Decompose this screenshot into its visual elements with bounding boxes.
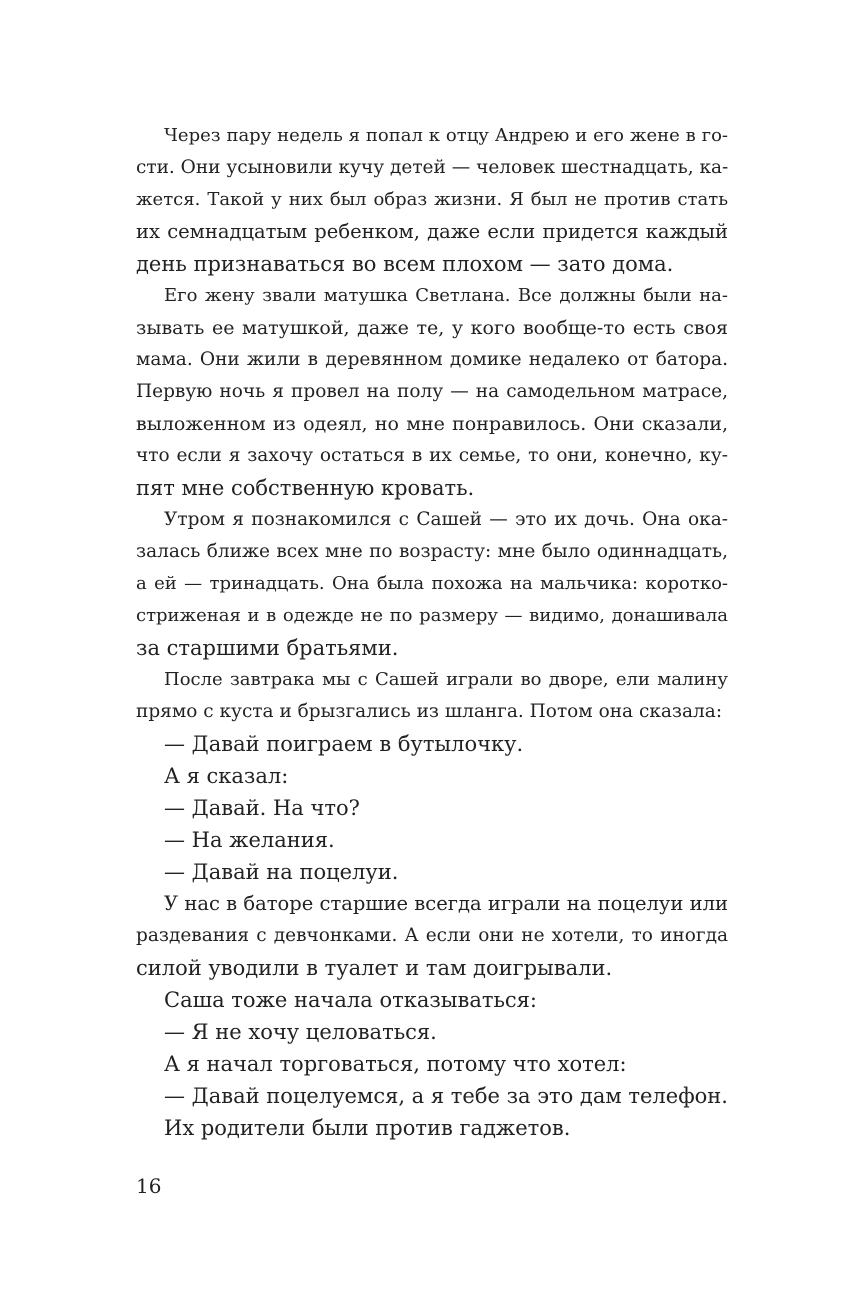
text-line: силой уводили в туалет и там доигрывали.	[136, 956, 613, 980]
text-line: А я сказал:	[164, 764, 289, 788]
text-line: пят мне собственную кровать.	[136, 476, 475, 500]
text-line: мама. Они жили в деревянном домике недалеко от батора.	[136, 349, 728, 370]
text-line: После завтрака мы с Сашей играли во дворе, ели малину	[164, 669, 728, 690]
text-line: прямо с куста и брызгались из шланга. Потом она сказала:	[136, 701, 723, 722]
paragraph	[136, 888, 728, 984]
text-line: залась ближе всех мне по возрасту: мне было одиннадцать,	[136, 541, 728, 562]
paragraph	[136, 120, 728, 280]
text-line: Через пару недель я попал к отцу Андрею и его жене в го-	[164, 125, 728, 146]
text-line: — На желания.	[164, 828, 335, 852]
text-line: — Давай поиграем в бутылочку.	[164, 732, 524, 756]
text-line: жется. Такой у них был образ жизни. Я был не против стать	[136, 189, 728, 210]
text-line: Саша тоже начала отказываться:	[164, 988, 537, 1012]
text-line: день признаваться во всем плохом — зато дома.	[136, 252, 674, 276]
dialogue-line	[136, 728, 728, 760]
dialogue-line	[136, 856, 728, 888]
text-line: что если я захочу остаться в их семье, то они, конечно, ку-	[136, 445, 728, 466]
text-line: — Давай поцелуемся, а я тебе за это дам телефон.	[164, 1084, 728, 1108]
text-line: Утром я познакомился с Сашей — это их дочь. Она ока-	[164, 509, 728, 530]
dialogue-line	[136, 1080, 728, 1112]
page-number: 16	[136, 1174, 162, 1198]
paragraph	[136, 1048, 728, 1080]
page-text	[136, 120, 728, 1144]
paragraph	[136, 664, 728, 728]
text-line: сти. Они усыновили кучу детей — человек шестнадцать, ка-	[136, 157, 729, 178]
text-line: а ей — тринадцать. Она была похожа на мальчика: коротко-	[136, 573, 728, 594]
dialogue-line	[136, 1016, 728, 1048]
text-line: раздевания с девчонками. А если они не хотели, то иногда	[136, 925, 728, 946]
paragraph	[136, 984, 728, 1016]
text-line: стриженая и в одежде не по размеру — видимо, донашивала	[136, 605, 728, 626]
text-line: У нас в баторе старшие всегда играли на поцелуи или	[164, 892, 728, 915]
text-line: выложенном из одеял, но мне понравилось. Они сказали,	[136, 413, 728, 435]
dialogue-line	[136, 792, 728, 824]
text-line: за старшими братьями.	[136, 636, 399, 660]
text-line: Его жену звали матушка Светлана. Все должны были на-	[164, 285, 728, 306]
text-line: — Я не хочу целоваться.	[164, 1020, 437, 1044]
text-line: — Давай. На что?	[164, 796, 360, 820]
text-line: Их родители были против гаджетов.	[164, 1116, 571, 1140]
text-line: зывать ее матушкой, даже те, у кого вообще-то есть своя	[136, 317, 728, 339]
dialogue-line	[136, 824, 728, 856]
text-line: А я начал торговаться, потому что хотел:	[164, 1052, 627, 1076]
paragraph	[136, 504, 728, 664]
text-line: — Давай на поцелуи.	[164, 860, 399, 884]
text-line: Первую ночь я провел на полу — на самодельном матрасе,	[136, 381, 728, 402]
text-line: их семнадцатым ребенком, даже если придется каждый	[136, 220, 728, 243]
paragraph	[136, 280, 728, 504]
paragraph	[136, 760, 728, 792]
paragraph	[136, 1112, 728, 1144]
